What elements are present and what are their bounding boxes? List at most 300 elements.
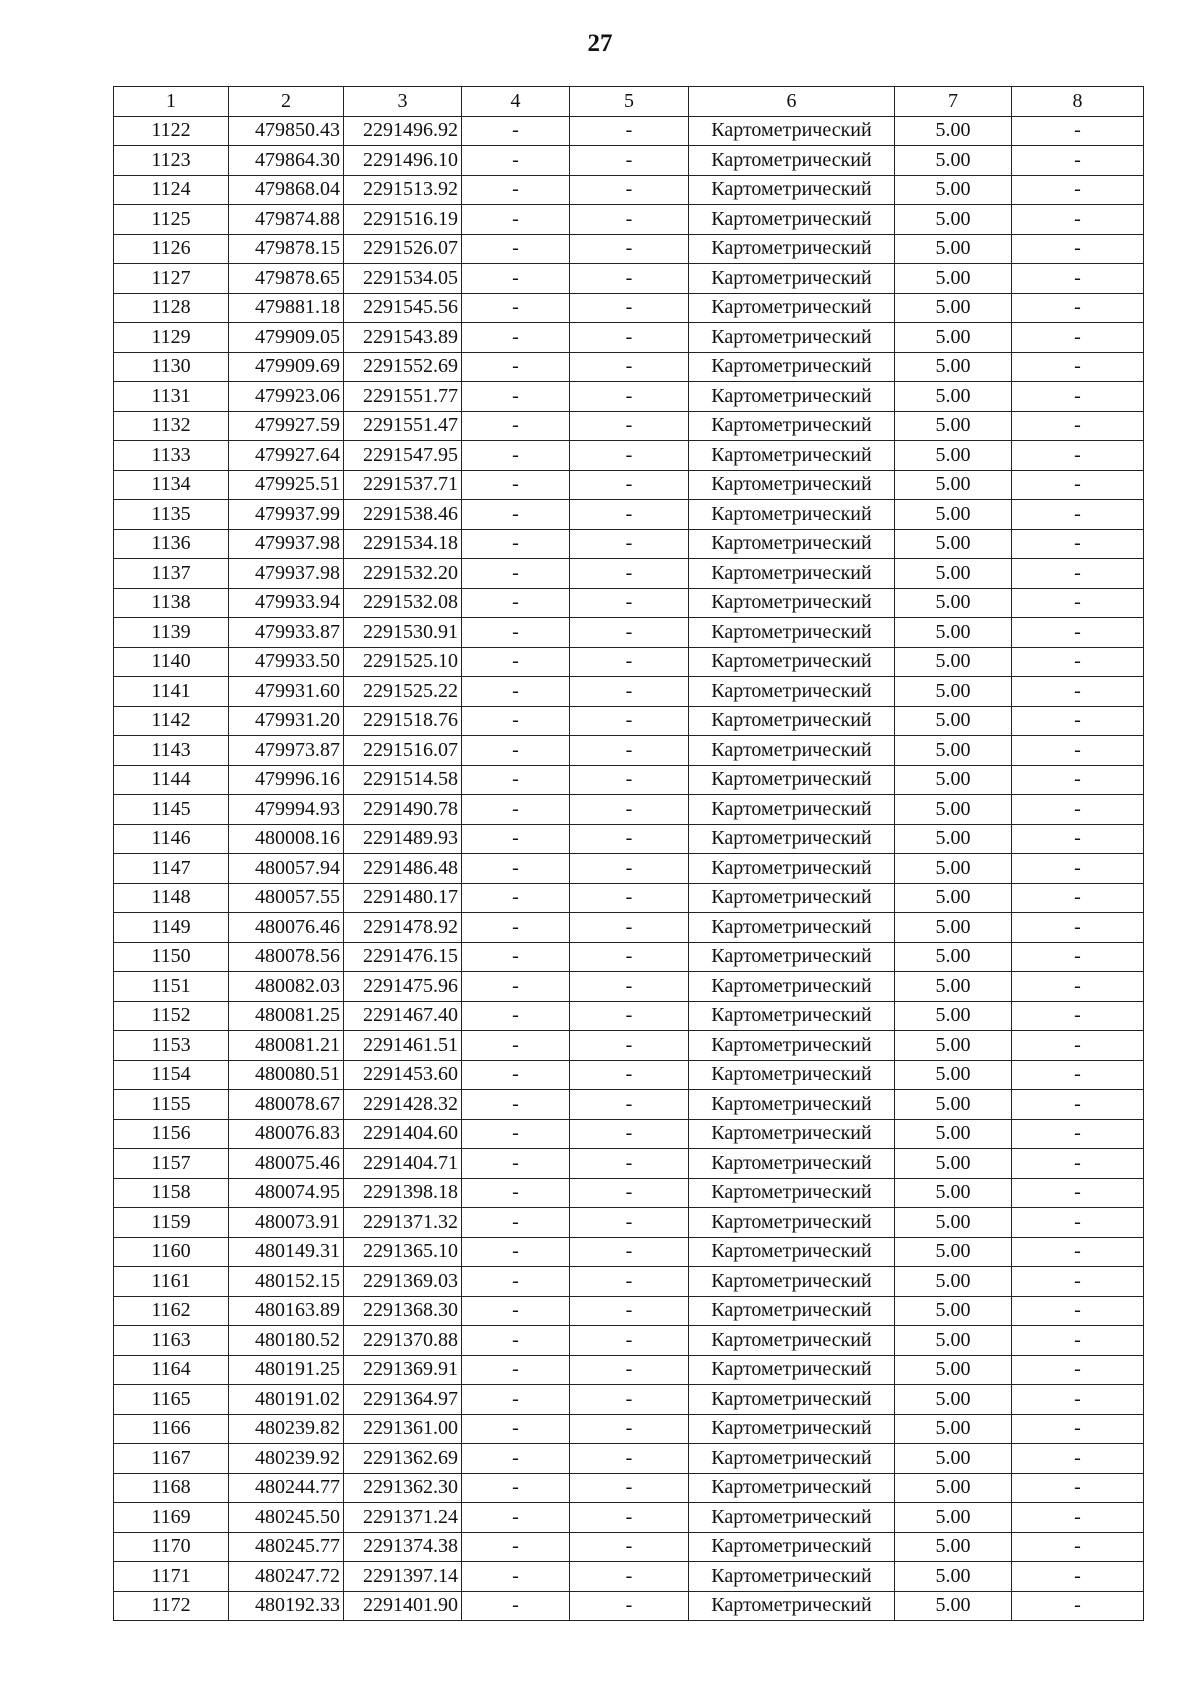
header-row	[114, 87, 1144, 117]
col8-cell: -	[1012, 382, 1144, 412]
y-coordinate-cell: 2291364.97	[344, 1385, 462, 1415]
table-row	[114, 972, 1144, 1002]
y-coordinate-cell: 2291532.20	[344, 559, 462, 589]
col8-cell: -	[1012, 588, 1144, 618]
col4-cell: -	[462, 1237, 570, 1267]
table-row	[114, 1119, 1144, 1149]
col5-cell: -	[570, 1031, 689, 1061]
y-coordinate-cell: 2291525.10	[344, 647, 462, 677]
col5-cell: -	[570, 1178, 689, 1208]
method-cell: Картометрический	[689, 1562, 895, 1592]
x-coordinate-cell: 480245.50	[229, 1503, 344, 1533]
accuracy-cell: 5.00	[895, 1355, 1012, 1385]
accuracy-cell: 5.00	[895, 264, 1012, 294]
col5-cell: -	[570, 1532, 689, 1562]
y-coordinate-cell: 2291532.08	[344, 588, 462, 618]
x-coordinate-cell: 479878.15	[229, 234, 344, 264]
y-coordinate-cell: 2291374.38	[344, 1532, 462, 1562]
point-number-cell: 1122	[114, 116, 229, 146]
method-cell: Картометрический	[689, 293, 895, 323]
x-coordinate-cell: 480080.51	[229, 1060, 344, 1090]
col4-cell: -	[462, 116, 570, 146]
col8-cell: -	[1012, 1296, 1144, 1326]
table-row	[114, 1090, 1144, 1120]
point-number-cell: 1164	[114, 1355, 229, 1385]
y-coordinate-cell: 2291530.91	[344, 618, 462, 648]
method-cell: Картометрический	[689, 470, 895, 500]
col8-cell: -	[1012, 942, 1144, 972]
point-number-cell: 1169	[114, 1503, 229, 1533]
y-coordinate-cell: 2291490.78	[344, 795, 462, 825]
col8-cell: -	[1012, 765, 1144, 795]
x-coordinate-cell: 479931.60	[229, 677, 344, 707]
method-cell: Картометрический	[689, 1473, 895, 1503]
table-row	[114, 942, 1144, 972]
y-coordinate-cell: 2291361.00	[344, 1414, 462, 1444]
col4-cell: -	[462, 883, 570, 913]
col8-cell: -	[1012, 323, 1144, 353]
col4-cell: -	[462, 913, 570, 943]
method-cell: Картометрический	[689, 854, 895, 884]
col5-cell: -	[570, 647, 689, 677]
col4-cell: -	[462, 500, 570, 530]
table-row	[114, 116, 1144, 146]
point-number-cell: 1162	[114, 1296, 229, 1326]
table-row	[114, 588, 1144, 618]
accuracy-cell: 5.00	[895, 441, 1012, 471]
col5-cell: -	[570, 470, 689, 500]
x-coordinate-cell: 479973.87	[229, 736, 344, 766]
accuracy-cell: 5.00	[895, 618, 1012, 648]
y-coordinate-cell: 2291516.19	[344, 205, 462, 235]
method-cell: Картометрический	[689, 411, 895, 441]
x-coordinate-cell: 479927.64	[229, 441, 344, 471]
col5-cell: -	[570, 411, 689, 441]
point-number-cell: 1149	[114, 913, 229, 943]
col4-cell: -	[462, 795, 570, 825]
point-number-cell: 1130	[114, 352, 229, 382]
method-cell: Картометрический	[689, 1031, 895, 1061]
col8-cell: -	[1012, 1414, 1144, 1444]
y-coordinate-cell: 2291453.60	[344, 1060, 462, 1090]
method-cell: Картометрический	[689, 647, 895, 677]
x-coordinate-cell: 480245.77	[229, 1532, 344, 1562]
y-coordinate-cell: 2291496.10	[344, 146, 462, 176]
method-cell: Картометрический	[689, 1355, 895, 1385]
col8-cell: -	[1012, 559, 1144, 589]
table-row	[114, 470, 1144, 500]
col5-cell: -	[570, 382, 689, 412]
col8-cell: -	[1012, 441, 1144, 471]
method-cell: Картометрический	[689, 529, 895, 559]
point-number-cell: 1123	[114, 146, 229, 176]
x-coordinate-cell: 479927.59	[229, 411, 344, 441]
point-number-cell: 1150	[114, 942, 229, 972]
y-coordinate-cell: 2291486.48	[344, 854, 462, 884]
col4-cell: -	[462, 765, 570, 795]
method-cell: Картометрический	[689, 942, 895, 972]
point-number-cell: 1144	[114, 765, 229, 795]
x-coordinate-cell: 480081.25	[229, 1001, 344, 1031]
method-cell: Картометрический	[689, 1591, 895, 1621]
table-row	[114, 234, 1144, 264]
x-coordinate-cell: 480149.31	[229, 1237, 344, 1267]
col5-cell: -	[570, 618, 689, 648]
col8-cell: -	[1012, 1385, 1144, 1415]
x-coordinate-cell: 479923.06	[229, 382, 344, 412]
y-coordinate-cell: 2291489.93	[344, 824, 462, 854]
col5-cell: -	[570, 264, 689, 294]
col8-cell: -	[1012, 1031, 1144, 1061]
table-row	[114, 913, 1144, 943]
table-row	[114, 883, 1144, 913]
y-coordinate-cell: 2291362.30	[344, 1473, 462, 1503]
col4-cell: -	[462, 146, 570, 176]
method-cell: Картометрический	[689, 824, 895, 854]
x-coordinate-cell: 480163.89	[229, 1296, 344, 1326]
col4-cell: -	[462, 470, 570, 500]
point-number-cell: 1139	[114, 618, 229, 648]
col8-cell: -	[1012, 1473, 1144, 1503]
point-number-cell: 1125	[114, 205, 229, 235]
col5-cell: -	[570, 765, 689, 795]
col5-cell: -	[570, 588, 689, 618]
point-number-cell: 1129	[114, 323, 229, 353]
accuracy-cell: 5.00	[895, 1473, 1012, 1503]
col4-cell: -	[462, 382, 570, 412]
y-coordinate-cell: 2291543.89	[344, 323, 462, 353]
accuracy-cell: 5.00	[895, 736, 1012, 766]
col4-cell: -	[462, 854, 570, 884]
accuracy-cell: 5.00	[895, 1001, 1012, 1031]
point-number-cell: 1134	[114, 470, 229, 500]
col8-cell: -	[1012, 1562, 1144, 1592]
table-row	[114, 1562, 1144, 1592]
point-number-cell: 1172	[114, 1591, 229, 1621]
table-row	[114, 1001, 1144, 1031]
accuracy-cell: 5.00	[895, 854, 1012, 884]
table-row	[114, 618, 1144, 648]
col4-cell: -	[462, 264, 570, 294]
col8-cell: -	[1012, 795, 1144, 825]
table-row	[114, 854, 1144, 884]
accuracy-cell: 5.00	[895, 1060, 1012, 1090]
method-cell: Картометрический	[689, 1532, 895, 1562]
col5-cell: -	[570, 1326, 689, 1356]
x-coordinate-cell: 480082.03	[229, 972, 344, 1002]
method-cell: Картометрический	[689, 146, 895, 176]
y-coordinate-cell: 2291368.30	[344, 1296, 462, 1326]
col8-cell: -	[1012, 1326, 1144, 1356]
method-cell: Картометрический	[689, 736, 895, 766]
table-row	[114, 293, 1144, 323]
method-cell: Картометрический	[689, 883, 895, 913]
y-coordinate-cell: 2291365.10	[344, 1237, 462, 1267]
accuracy-cell: 5.00	[895, 1562, 1012, 1592]
x-coordinate-cell: 479937.99	[229, 500, 344, 530]
y-coordinate-cell: 2291514.58	[344, 765, 462, 795]
table-row	[114, 1385, 1144, 1415]
method-cell: Картометрический	[689, 1001, 895, 1031]
table-body	[114, 116, 1144, 1621]
table-row	[114, 1267, 1144, 1297]
y-coordinate-cell: 2291538.46	[344, 500, 462, 530]
col5-cell: -	[570, 824, 689, 854]
col4-cell: -	[462, 411, 570, 441]
method-cell: Картометрический	[689, 205, 895, 235]
col4-cell: -	[462, 1178, 570, 1208]
table-row	[114, 559, 1144, 589]
x-coordinate-cell: 480074.95	[229, 1178, 344, 1208]
col5-cell: -	[570, 1090, 689, 1120]
method-cell: Картометрический	[689, 382, 895, 412]
col8-cell: -	[1012, 1208, 1144, 1238]
table-row	[114, 824, 1144, 854]
point-number-cell: 1167	[114, 1444, 229, 1474]
point-number-cell: 1160	[114, 1237, 229, 1267]
accuracy-cell: 5.00	[895, 647, 1012, 677]
col4-cell: -	[462, 1503, 570, 1533]
method-cell: Картометрический	[689, 500, 895, 530]
table-row	[114, 1208, 1144, 1238]
accuracy-cell: 5.00	[895, 411, 1012, 441]
method-cell: Картометрический	[689, 765, 895, 795]
table-row	[114, 1149, 1144, 1179]
method-cell: Картометрический	[689, 706, 895, 736]
accuracy-cell: 5.00	[895, 677, 1012, 707]
table-row	[114, 1237, 1144, 1267]
y-coordinate-cell: 2291371.24	[344, 1503, 462, 1533]
point-number-cell: 1141	[114, 677, 229, 707]
point-number-cell: 1165	[114, 1385, 229, 1415]
col4-cell: -	[462, 1001, 570, 1031]
table-row	[114, 352, 1144, 382]
col8-cell: -	[1012, 677, 1144, 707]
method-cell: Картометрический	[689, 1296, 895, 1326]
y-coordinate-cell: 2291362.69	[344, 1444, 462, 1474]
x-coordinate-cell: 479994.93	[229, 795, 344, 825]
col8-cell: -	[1012, 1149, 1144, 1179]
table-row	[114, 205, 1144, 235]
x-coordinate-cell: 480191.25	[229, 1355, 344, 1385]
x-coordinate-cell: 480076.46	[229, 913, 344, 943]
col5-cell: -	[570, 972, 689, 1002]
method-cell: Картометрический	[689, 234, 895, 264]
table-row	[114, 323, 1144, 353]
col4-cell: -	[462, 972, 570, 1002]
accuracy-cell: 5.00	[895, 559, 1012, 589]
x-coordinate-cell: 480239.82	[229, 1414, 344, 1444]
point-number-cell: 1155	[114, 1090, 229, 1120]
col5-cell: -	[570, 146, 689, 176]
col4-cell: -	[462, 323, 570, 353]
point-number-cell: 1142	[114, 706, 229, 736]
accuracy-cell: 5.00	[895, 1119, 1012, 1149]
x-coordinate-cell: 480247.72	[229, 1562, 344, 1592]
col8-cell: -	[1012, 647, 1144, 677]
table-row	[114, 146, 1144, 176]
col5-cell: -	[570, 1444, 689, 1474]
method-cell: Картометрический	[689, 559, 895, 589]
column-header: 3	[344, 87, 462, 117]
x-coordinate-cell: 480078.67	[229, 1090, 344, 1120]
page-number: 27	[587, 30, 613, 57]
column-header: 1	[114, 87, 229, 117]
y-coordinate-cell: 2291370.88	[344, 1326, 462, 1356]
col5-cell: -	[570, 1296, 689, 1326]
point-number-cell: 1148	[114, 883, 229, 913]
point-number-cell: 1147	[114, 854, 229, 884]
accuracy-cell: 5.00	[895, 824, 1012, 854]
table-row	[114, 441, 1144, 471]
method-cell: Картометрический	[689, 1267, 895, 1297]
x-coordinate-cell: 479878.65	[229, 264, 344, 294]
col8-cell: -	[1012, 500, 1144, 530]
method-cell: Картометрический	[689, 323, 895, 353]
col4-cell: -	[462, 736, 570, 766]
method-cell: Картометрический	[689, 1060, 895, 1090]
col8-cell: -	[1012, 972, 1144, 1002]
method-cell: Картометрический	[689, 972, 895, 1002]
method-cell: Картометрический	[689, 175, 895, 205]
col4-cell: -	[462, 441, 570, 471]
y-coordinate-cell: 2291461.51	[344, 1031, 462, 1061]
y-coordinate-cell: 2291480.17	[344, 883, 462, 913]
accuracy-cell: 5.00	[895, 205, 1012, 235]
x-coordinate-cell: 479931.20	[229, 706, 344, 736]
accuracy-cell: 5.00	[895, 175, 1012, 205]
accuracy-cell: 5.00	[895, 1385, 1012, 1415]
y-coordinate-cell: 2291369.03	[344, 1267, 462, 1297]
y-coordinate-cell: 2291534.18	[344, 529, 462, 559]
table-row	[114, 1355, 1144, 1385]
col5-cell: -	[570, 795, 689, 825]
col8-cell: -	[1012, 1267, 1144, 1297]
col8-cell: -	[1012, 293, 1144, 323]
point-number-cell: 1152	[114, 1001, 229, 1031]
col4-cell: -	[462, 293, 570, 323]
y-coordinate-cell: 2291398.18	[344, 1178, 462, 1208]
x-coordinate-cell: 480075.46	[229, 1149, 344, 1179]
method-cell: Картометрический	[689, 588, 895, 618]
accuracy-cell: 5.00	[895, 883, 1012, 913]
table-row	[114, 765, 1144, 795]
x-coordinate-cell: 480191.02	[229, 1385, 344, 1415]
x-coordinate-cell: 480180.52	[229, 1326, 344, 1356]
method-cell: Картометрический	[689, 618, 895, 648]
y-coordinate-cell: 2291476.15	[344, 942, 462, 972]
col8-cell: -	[1012, 854, 1144, 884]
table-row	[114, 677, 1144, 707]
accuracy-cell: 5.00	[895, 1444, 1012, 1474]
col5-cell: -	[570, 441, 689, 471]
x-coordinate-cell: 479996.16	[229, 765, 344, 795]
x-coordinate-cell: 479850.43	[229, 116, 344, 146]
col8-cell: -	[1012, 1119, 1144, 1149]
col4-cell: -	[462, 1296, 570, 1326]
x-coordinate-cell: 479874.88	[229, 205, 344, 235]
point-number-cell: 1145	[114, 795, 229, 825]
table-row	[114, 529, 1144, 559]
col8-cell: -	[1012, 1090, 1144, 1120]
col8-cell: -	[1012, 116, 1144, 146]
accuracy-cell: 5.00	[895, 1414, 1012, 1444]
col4-cell: -	[462, 1591, 570, 1621]
table-row	[114, 1503, 1144, 1533]
col4-cell: -	[462, 1031, 570, 1061]
accuracy-cell: 5.00	[895, 323, 1012, 353]
accuracy-cell: 5.00	[895, 1031, 1012, 1061]
method-cell: Картометрический	[689, 913, 895, 943]
table-row	[114, 1031, 1144, 1061]
point-number-cell: 1153	[114, 1031, 229, 1061]
col5-cell: -	[570, 234, 689, 264]
x-coordinate-cell: 479864.30	[229, 146, 344, 176]
col5-cell: -	[570, 1591, 689, 1621]
col5-cell: -	[570, 205, 689, 235]
accuracy-cell: 5.00	[895, 1149, 1012, 1179]
table-row	[114, 736, 1144, 766]
col4-cell: -	[462, 1149, 570, 1179]
col5-cell: -	[570, 175, 689, 205]
method-cell: Картометрический	[689, 1414, 895, 1444]
table-row	[114, 1060, 1144, 1090]
col5-cell: -	[570, 883, 689, 913]
point-number-cell: 1166	[114, 1414, 229, 1444]
table-row	[114, 382, 1144, 412]
y-coordinate-cell: 2291401.90	[344, 1591, 462, 1621]
col5-cell: -	[570, 1414, 689, 1444]
col4-cell: -	[462, 529, 570, 559]
col5-cell: -	[570, 116, 689, 146]
col5-cell: -	[570, 1208, 689, 1238]
y-coordinate-cell: 2291428.32	[344, 1090, 462, 1120]
accuracy-cell: 5.00	[895, 470, 1012, 500]
col5-cell: -	[570, 1119, 689, 1149]
y-coordinate-cell: 2291478.92	[344, 913, 462, 943]
accuracy-cell: 5.00	[895, 795, 1012, 825]
col8-cell: -	[1012, 234, 1144, 264]
method-cell: Картометрический	[689, 1208, 895, 1238]
x-coordinate-cell: 479909.69	[229, 352, 344, 382]
method-cell: Картометрический	[689, 1385, 895, 1415]
col8-cell: -	[1012, 470, 1144, 500]
col8-cell: -	[1012, 1444, 1144, 1474]
column-header: 7	[895, 87, 1012, 117]
col8-cell: -	[1012, 883, 1144, 913]
accuracy-cell: 5.00	[895, 942, 1012, 972]
y-coordinate-cell: 2291404.71	[344, 1149, 462, 1179]
col4-cell: -	[462, 1473, 570, 1503]
method-cell: Картометрический	[689, 352, 895, 382]
col8-cell: -	[1012, 205, 1144, 235]
col8-cell: -	[1012, 1503, 1144, 1533]
col5-cell: -	[570, 1562, 689, 1592]
point-number-cell: 1154	[114, 1060, 229, 1090]
point-number-cell: 1159	[114, 1208, 229, 1238]
x-coordinate-cell: 479933.94	[229, 588, 344, 618]
col5-cell: -	[570, 913, 689, 943]
y-coordinate-cell: 2291526.07	[344, 234, 462, 264]
accuracy-cell: 5.00	[895, 529, 1012, 559]
method-cell: Картометрический	[689, 1178, 895, 1208]
table-row	[114, 706, 1144, 736]
method-cell: Картометрический	[689, 1326, 895, 1356]
y-coordinate-cell: 2291547.95	[344, 441, 462, 471]
col5-cell: -	[570, 1060, 689, 1090]
x-coordinate-cell: 480081.21	[229, 1031, 344, 1061]
col5-cell: -	[570, 706, 689, 736]
